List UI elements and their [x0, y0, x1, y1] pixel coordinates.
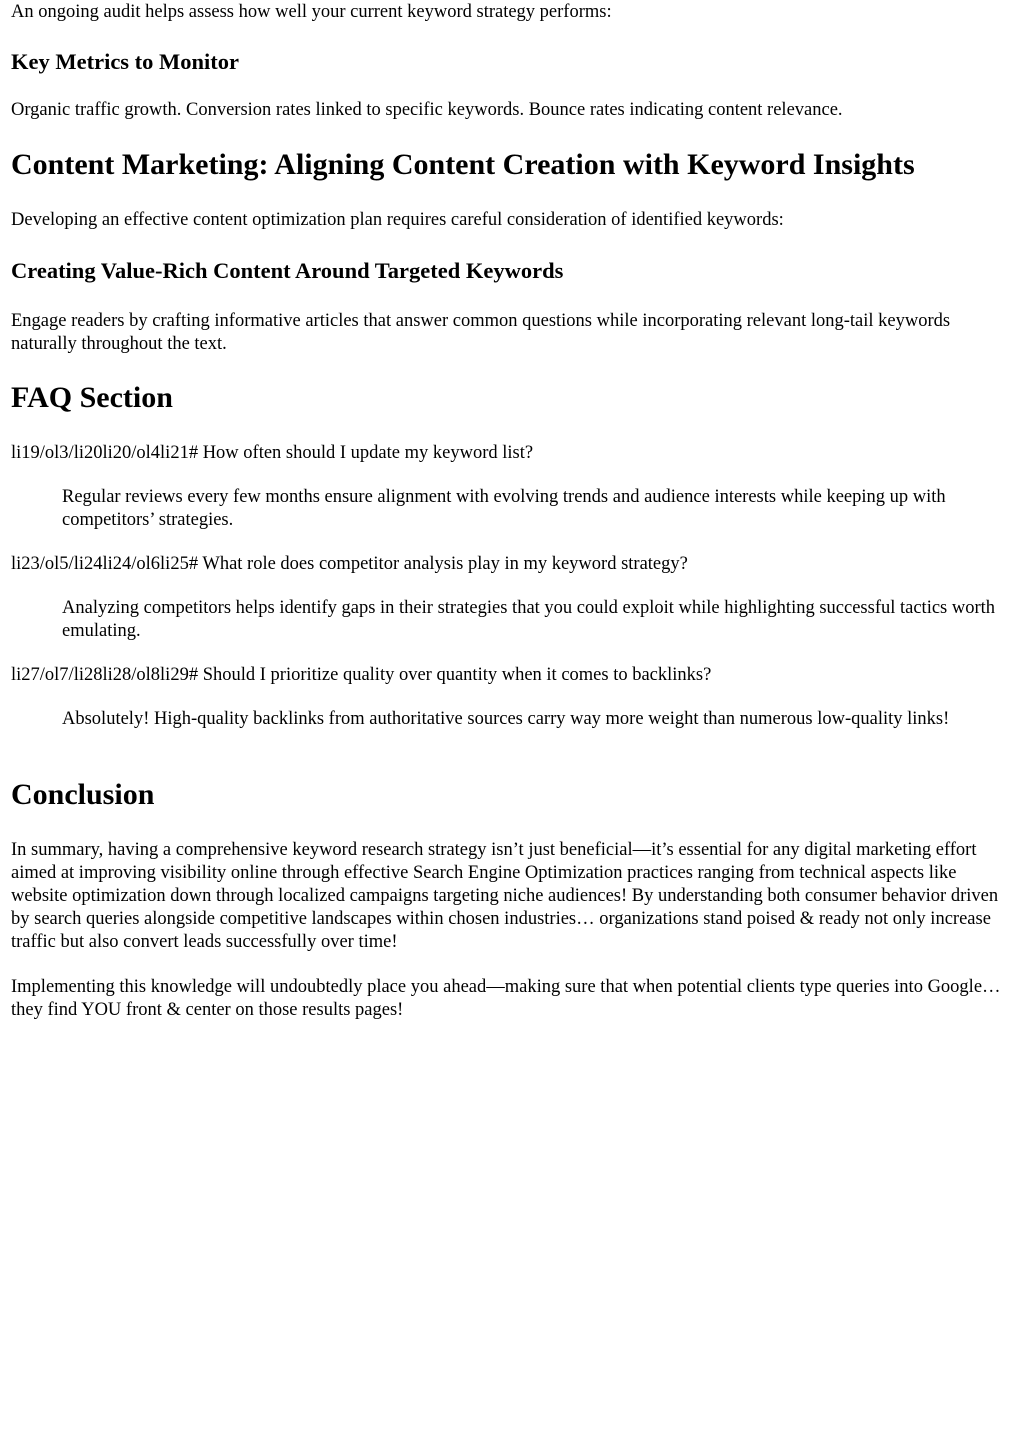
conclusion-paragraph: Implementing this knowledge will undoubtedly place you ahead—making sure that when potential clients type queries into Google… they find YOU front & center on those results pages! [11, 977, 1001, 1020]
conclusion-paragraph: In summary, having a comprehensive keyword research strategy isn’t just beneficial—it’s essential for any digital marketing effort aimed at improving visibility online through effective Search Engine Optimization practices ranging from technical aspects like website optimization down through localized campaigns targeting niche audiences! By understanding both consumer behavior driven by search queries alongside competitive landscapes within chosen industries… organizations stand poised & ready not only increase traffic but also convert leads successfully over time! [11, 840, 999, 952]
faq-question: li19/ol3/li20li20/ol4li21# How often should I update my keyword list? [11, 443, 534, 463]
value-rich-content-heading: Creating Value-Rich Content Around Targeted Keywords [11, 258, 564, 283]
faq-heading: FAQ Section [11, 381, 173, 414]
faq-question: li23/ol5/li24li24/ol6li25# What role does competitor analysis play in my keyword strategy? [11, 554, 688, 574]
content-marketing-text: Developing an effective content optimization plan requires careful consideration of identified keywords: [11, 210, 784, 230]
faq-answer: Analyzing competitors helps identify gaps in their strategies that you could exploit while highlighting successful tactics worth emulating. [62, 598, 996, 641]
key-metrics-heading: Key Metrics to Monitor [11, 49, 240, 74]
key-metrics-text: Organic traffic growth. Conversion rates linked to specific keywords. Bounce rates indicating content relevance. [11, 100, 843, 120]
faq-question: li27/ol7/li28li28/ol8li29# Should I prioritize quality over quantity when it comes to backlinks? [11, 665, 712, 685]
intro-paragraph: An ongoing audit helps assess how well your current keyword strategy performs: [11, 2, 612, 22]
value-rich-content-text: Engage readers by crafting informative articles that answer common questions while incorporating relevant long-tail keywords naturally throughout the text. [11, 311, 951, 354]
conclusion-heading: Conclusion [11, 778, 155, 811]
content-marketing-heading: Content Marketing: Aligning Content Creation with Keyword Insights [11, 148, 915, 181]
faq-answer: Regular reviews every few months ensure alignment with evolving trends and audience interests while keeping up with competitors’ strategies. [62, 487, 946, 530]
faq-answer: Absolutely! High-quality backlinks from authoritative sources carry way more weight than numerous low-quality links! [62, 709, 950, 729]
